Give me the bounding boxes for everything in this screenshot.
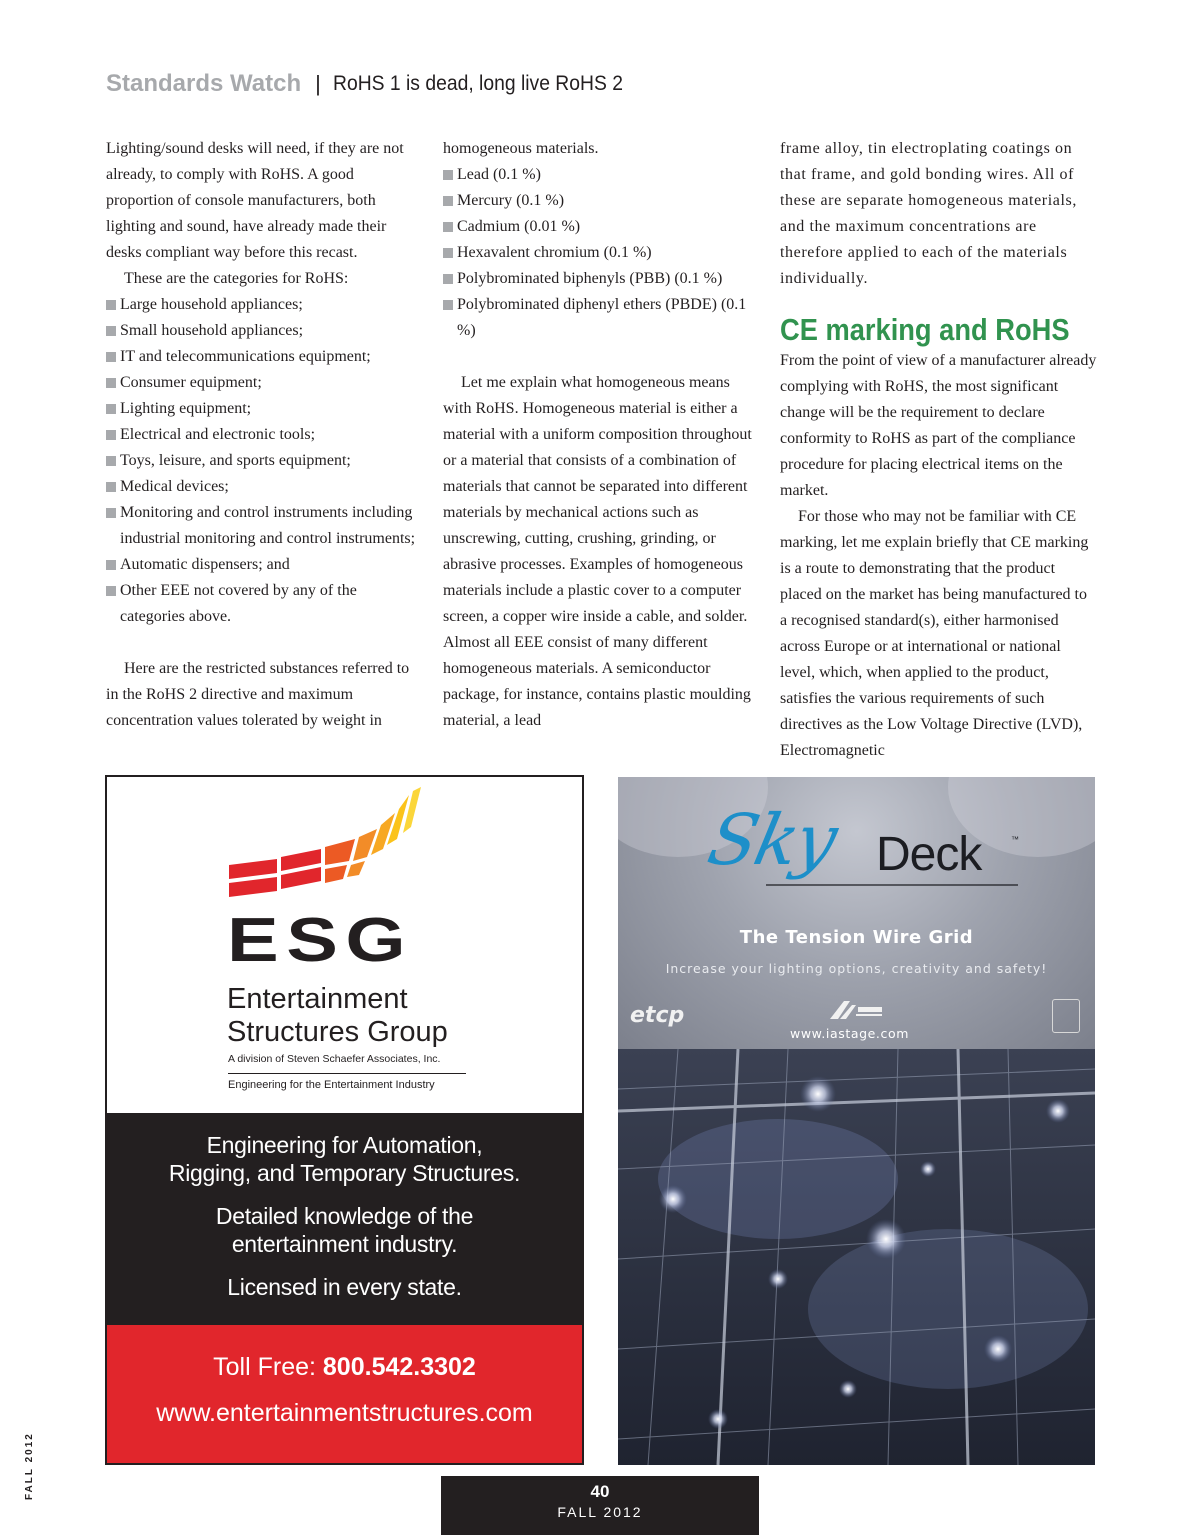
paragraph: homogeneous materials. [443, 140, 599, 157]
list-item: Polybrominated diphenyl ethers (PBDE) (0.1 %) [443, 292, 761, 344]
bullet-square-icon [106, 404, 116, 414]
list-item: Electrical and electronic tools; [106, 422, 424, 448]
esg-advertisement[interactable] [105, 775, 584, 1465]
esg-contact-panel [107, 1325, 582, 1463]
esg-swoosh-logo-icon [225, 787, 425, 897]
list-item: Medical devices; [106, 474, 424, 500]
list-item: Lighting equipment; [106, 396, 424, 422]
list-item: Hexavalent chromium (0.1 %) [443, 240, 761, 266]
phone-number[interactable]: 800.542.3302 [322, 1353, 476, 1381]
header-separator: | [315, 71, 321, 96]
bullet-square-icon [443, 248, 453, 258]
trademark-mark: ™ [1011, 835, 1019, 844]
esg-wordmark: ESG [227, 906, 414, 975]
bullet-square-icon [443, 300, 453, 310]
certification-badge-icon [1052, 999, 1080, 1033]
list-item: Lead (0.1 %) [443, 162, 761, 188]
bullet-square-icon [106, 430, 116, 440]
list-item: IT and telecommunications equipment; [106, 344, 424, 370]
esg-logo-panel [107, 777, 582, 1113]
paragraph: frame alloy, tin electroplating coatings on that frame, and gold bonding wires. All of these are separate homogeneous materials, and the maximum concentrations are therefore applied to each of the materials individually. [780, 140, 1077, 287]
company-name: Entertainment Structures Group [227, 983, 448, 1048]
skydeck-subtitle: The Tension Wire Grid [739, 927, 974, 948]
company-tagline: Engineering for the Entertainment Industry [228, 1079, 435, 1091]
website-link[interactable]: www.entertainmentstructures.com [156, 1399, 533, 1427]
skydeck-url[interactable]: www.iastage.com [790, 1026, 909, 1041]
bullet-square-icon [106, 352, 116, 362]
list-item: Polybrominated biphenyls (PBB) (0.1 %) [443, 266, 761, 292]
skydeck-wordmark: Deck [876, 828, 982, 881]
list-item: Large household appliances; [106, 292, 424, 318]
tension-wire-grid-photo [618, 1049, 1095, 1465]
division-line: A division of Steven Schaefer Associates, Inc. [228, 1053, 441, 1065]
bullet-square-icon [106, 508, 116, 518]
list-item: Cadmium (0.01 %) [443, 214, 761, 240]
bullet-square-icon [443, 274, 453, 284]
ia-stage-logo-icon [826, 999, 886, 1021]
pitch-line: Detailed knowledge of the entertainment industry. [215, 1203, 474, 1257]
running-header [106, 66, 648, 102]
column-1 [106, 136, 424, 734]
paragraph: For those who may not be familiar with CE marking, let me explain briefly that CE marking is a route to demonstrating that the product placed on the market has being manufactured to a recognised standard(s), either harmonised across Europe or at international or national level, which, when applied to the product, satisfies the various requirements of such directives as the Low Voltage Directive (LVD), Electromagnetic [780, 508, 1089, 759]
bullet-square-icon [443, 170, 453, 180]
bullet-square-icon [106, 378, 116, 388]
section-heading: CE marking and RoHS [780, 312, 1070, 347]
article-title: RoHS 1 is dead, long live RoHS 2 [332, 72, 623, 95]
paragraph: Lighting/sound desks will need, if they are not already, to comply with RoHS. A good proportion of console manufacturers, both lighting and sound, have already made their desks compliant way before this recast. [106, 140, 404, 261]
bullet-square-icon [443, 222, 453, 232]
bullet-square-icon [106, 586, 116, 596]
bullet-square-icon [106, 482, 116, 492]
phone-line [107, 1353, 582, 1382]
skydeck-banner [618, 777, 1095, 1049]
skydeck-tagline: Increase your lighting options, creativity and safety! [665, 961, 1048, 976]
paragraph: These are the categories for RoHS: [124, 270, 349, 287]
paragraph: From the point of view of a manufacturer already complying with RoHS, the most significant change will be the requirement to declare conformity to RoHS as part of the compliance procedure for placing electrical items on the market. [780, 352, 1097, 499]
bullet-square-icon [106, 300, 116, 310]
substance-list [443, 162, 761, 344]
page-folio [441, 1476, 759, 1535]
section-name: Standards Watch [106, 70, 302, 97]
page-number: 40 [590, 1482, 610, 1501]
list-item: Mercury (0.1 %) [443, 188, 761, 214]
list-item: Other EEE not covered by any of the categories above. [106, 578, 424, 630]
paragraph: Let me explain what homogeneous means with RoHS. Homogeneous material is either a material with a uniform composition throughout or a material that consists of a combination of materials that cannot be separated into different materials by mechanical actions such as unscrewing, cutting, crushing, grinding, or abrasive processes. Examples of homogeneous materials include a plastic cover to a computer screen, a copper wire inside a cable, and solder. Almost all EEE consist of many different homogeneous materials. A semiconductor package, for instance, contains plastic moulding material, a lead [443, 374, 752, 729]
column-2 [443, 136, 761, 734]
divider [228, 1073, 466, 1074]
list-item: Automatic dispensers; and [106, 552, 424, 578]
bullet-square-icon [106, 326, 116, 336]
skydeck-advertisement[interactable] [618, 777, 1095, 1465]
column-3 [780, 136, 1098, 764]
phone-label: Toll Free: [213, 1353, 316, 1381]
bullet-square-icon [106, 560, 116, 570]
esg-pitch-panel [107, 1113, 582, 1325]
vertical-issue-label: FALL 2012 [24, 1432, 35, 1500]
paragraph: Here are the restricted substances referred to in the RoHS 2 directive and maximum concentration values tolerated by weight in [106, 660, 410, 729]
issue-label: FALL 2012 [557, 1504, 643, 1520]
skydeck-script-logo: Sky [701, 799, 843, 881]
list-item: Toys, leisure, and sports equipment; [106, 448, 424, 474]
pitch-line: Engineering for Automation, Rigging, and Temporary Structures. [168, 1132, 521, 1186]
etcp-logo: etcp [630, 1003, 685, 1028]
pitch-line: Licensed in every state. [227, 1274, 462, 1300]
list-item: Monitoring and control instruments including industrial monitoring and control instruments; [106, 500, 424, 552]
list-item: Small household appliances; [106, 318, 424, 344]
bullet-square-icon [443, 196, 453, 206]
category-list [106, 292, 424, 630]
bullet-square-icon [106, 456, 116, 466]
list-item: Consumer equipment; [106, 370, 424, 396]
